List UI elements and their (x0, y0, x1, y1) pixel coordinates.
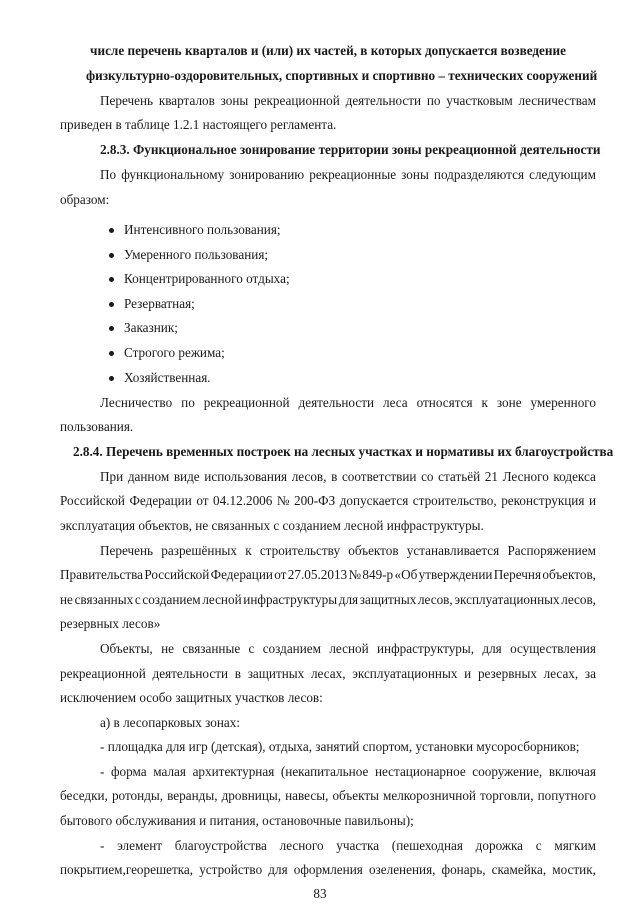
word: объектов (348, 543, 399, 558)
section-284-p2-line-2 (60, 567, 596, 583)
word: к (245, 543, 252, 558)
item-playground: - площадка для игр (детская), отдыха, занятий спортом, установки мусоросборников; (100, 739, 580, 754)
word: 200-ФЗ (293, 493, 336, 508)
word: 27.05.2013 (287, 567, 348, 582)
word: фонарь, (441, 862, 486, 877)
word: эксплуатационных (454, 592, 560, 607)
word: следующим (529, 167, 596, 182)
word: объекты (332, 788, 379, 803)
heading-continued-line-2: физкультурно-оздоровительных, спортивных и спортивно – технических сооружений (86, 68, 598, 83)
section-284-p3-line-1 (100, 641, 596, 657)
word: защитных (359, 592, 417, 607)
bullet-dot (109, 302, 114, 307)
section-284-title: 2.8.4. Перечень временных построек на лесных участках и нормативы их благоустройства (73, 444, 614, 459)
word: по (181, 395, 195, 410)
word: за (584, 666, 596, 681)
bullet-dot (109, 351, 114, 356)
bullet-dot (109, 376, 114, 381)
word: созданием (262, 641, 321, 656)
paragraph-quarters-line-2: приведен в таблице 1.2.1 настоящего регламента. (60, 117, 337, 132)
word: лесов, (417, 592, 453, 607)
word: элемент (117, 838, 163, 853)
word: лесного (279, 838, 324, 853)
word: Лесного (502, 469, 549, 484)
word: рекреационной (60, 666, 146, 681)
word: леса (383, 395, 408, 410)
word: в (331, 469, 338, 484)
section-283-conclusion-line-2: пользования. (60, 419, 134, 434)
word: допускается (339, 493, 409, 508)
word: зоне (496, 395, 522, 410)
word: со (421, 469, 434, 484)
word: Российской (60, 493, 125, 508)
word: Объекты, (100, 641, 153, 656)
section-284-p3-line-2 (60, 666, 596, 682)
word: эксплуатационных (352, 666, 458, 681)
word: кодекса (553, 469, 596, 484)
word: лесов, (291, 469, 327, 484)
word: дровницы, (221, 788, 282, 803)
word: форма (111, 764, 147, 779)
section-284-p2-line-3 (60, 592, 596, 608)
word: соответствии (341, 469, 417, 484)
section-284-p1-line-2 (60, 493, 596, 509)
list-item: Строгого режима; (124, 345, 225, 360)
word: зоны (220, 93, 249, 108)
section-284-p1-line-1 (100, 469, 596, 485)
word: веранды, (167, 788, 218, 803)
word: № (276, 493, 290, 508)
item-a-forest-park-zones: а) в лесопарковых зонах: (100, 715, 240, 730)
word: торговли, (480, 788, 534, 803)
word: не (60, 592, 73, 607)
word: 04.12.2006 (213, 493, 273, 508)
page-number: 83 (313, 886, 327, 901)
word: благоустройства (174, 838, 267, 853)
word: архитектурная (192, 764, 275, 779)
word: функциональному (121, 167, 225, 182)
word: - (100, 764, 105, 779)
list-item: Концентрированного отдыха; (124, 271, 290, 286)
word: мягким (554, 838, 596, 853)
word: деятельности (152, 666, 229, 681)
word: Федерации (210, 567, 273, 582)
word: мелкорозничной (383, 788, 476, 803)
word: относятся (416, 395, 473, 410)
word: строительству (259, 543, 341, 558)
word: по (426, 93, 441, 108)
paragraph-quarters-line-1 (100, 93, 596, 109)
word: Перечень (100, 93, 154, 108)
word: (некапитальное (280, 764, 369, 779)
section-283-title: 2.8.3. Функциональное зонирование территории зоны рекреационной деятельности (100, 142, 601, 157)
word: инфраструктуры (243, 592, 338, 607)
item-small-form-line-2 (60, 788, 596, 804)
word: в (234, 666, 241, 681)
bullet-dot (109, 326, 114, 331)
word: умеренного (530, 395, 596, 410)
word: попутного (537, 788, 596, 803)
word: сооружение, (472, 764, 543, 779)
word: участковым (446, 93, 513, 108)
word: не (161, 641, 174, 656)
word: Российской (144, 567, 210, 582)
word: лесной (329, 641, 369, 656)
word: Правительства (60, 567, 143, 582)
word: с (535, 838, 542, 853)
word: При (100, 469, 124, 484)
word: осуществления (510, 641, 596, 656)
word: использования (204, 469, 288, 484)
word: от (196, 493, 209, 508)
word: (пешеходная (391, 838, 463, 853)
item-landscaping-element-line-1 (100, 838, 596, 854)
list-item: Резерватная; (124, 296, 195, 311)
word: рекреационные (309, 167, 397, 182)
word: зонированию (229, 167, 305, 182)
word: устанавливается (406, 543, 500, 558)
word: виде (173, 469, 200, 484)
word: разрешённых (161, 543, 237, 558)
word: ротонды, (111, 788, 164, 803)
word: 21 (484, 469, 498, 484)
list-item: Интенсивного пользования; (124, 222, 281, 237)
bullet-dot (109, 228, 114, 233)
word: созданием (142, 592, 201, 607)
word: для (338, 592, 359, 607)
bullet-dot (109, 277, 114, 282)
word: Федерации (129, 493, 192, 508)
section-284-p2-line-1 (100, 543, 596, 559)
word: рекреационной (203, 395, 290, 410)
word: лесах, (310, 666, 346, 681)
word: для (268, 862, 288, 877)
word: рекреационной (254, 93, 340, 108)
word: Лесничество (100, 395, 173, 410)
word: утверждении (418, 567, 493, 582)
word: устройство (199, 862, 263, 877)
word: от (274, 567, 287, 582)
item-small-form-line-1 (100, 764, 596, 780)
word: подразделяются (433, 167, 525, 182)
word: резервных (477, 666, 537, 681)
word: включая (548, 764, 596, 779)
word: связанных (74, 592, 134, 607)
section-283-intro-line-1 (100, 167, 596, 183)
item-landscaping-element-line-2 (60, 862, 596, 878)
word: инфраструктуры, (376, 641, 475, 656)
word: статьёй (438, 469, 481, 484)
word: 849-р (362, 567, 394, 582)
word: участка (336, 838, 380, 853)
word: навесы, (285, 788, 329, 803)
word: - (100, 838, 105, 853)
section-284-p3-line-3: исключением особо защитных участков лесов: (60, 690, 323, 705)
bullet-dot (109, 253, 114, 258)
word: лесах, (543, 666, 579, 681)
word: объектов, (542, 567, 596, 582)
word: связанные (182, 641, 241, 656)
word: мостик, (552, 862, 596, 877)
word: и (588, 493, 596, 508)
word: защитных (247, 666, 305, 681)
word: с (134, 592, 141, 607)
list-item: Хозяйственная. (124, 370, 211, 385)
word: Перечня (493, 567, 542, 582)
word: кварталов (158, 93, 215, 108)
word: дорожка (475, 838, 524, 853)
word: зоны (401, 167, 429, 182)
word: нестационарное (374, 764, 466, 779)
section-283-conclusion-line-1 (100, 395, 596, 411)
word: данном (127, 469, 170, 484)
word: деятельности (345, 93, 422, 108)
list-item: Умеренного пользования; (124, 247, 269, 262)
section-284-p1-line-3: эксплуатация объектов, не связанных с созданием лесной инфраструктуры. (60, 518, 484, 533)
heading-continued-line-1: числе перечень кварталов и (или) их частей, в которых допускается возведение (90, 43, 566, 58)
word: «Об (394, 567, 418, 582)
word: к (481, 395, 488, 410)
item-small-form-line-3: бытового обслуживания и питания, остановочные павильоны); (60, 813, 414, 828)
word: с (248, 641, 255, 656)
word: оформления (293, 862, 363, 877)
word: и (464, 666, 472, 681)
word: реконструкция (501, 493, 585, 508)
word: малая (153, 764, 186, 779)
word: лесничествам (518, 93, 596, 108)
section-284-p2-line-4: резервных лесов» (60, 616, 161, 631)
word: деятельности (298, 395, 375, 410)
word: скамейка, (491, 862, 547, 877)
word: покрытием,георешетка, (60, 862, 194, 877)
list-item: Заказник; (124, 320, 178, 335)
word: для (482, 641, 502, 656)
word: лесов, (561, 592, 596, 607)
word: № (348, 567, 362, 582)
word: строительство, (412, 493, 497, 508)
word: Распоряжением (507, 543, 596, 558)
word: озеленения, (368, 862, 436, 877)
word: беседки, (60, 788, 108, 803)
word: лесной (202, 592, 242, 607)
word: По (100, 167, 117, 182)
word: Перечень (100, 543, 154, 558)
section-283-intro-line-2: образом: (60, 192, 110, 207)
